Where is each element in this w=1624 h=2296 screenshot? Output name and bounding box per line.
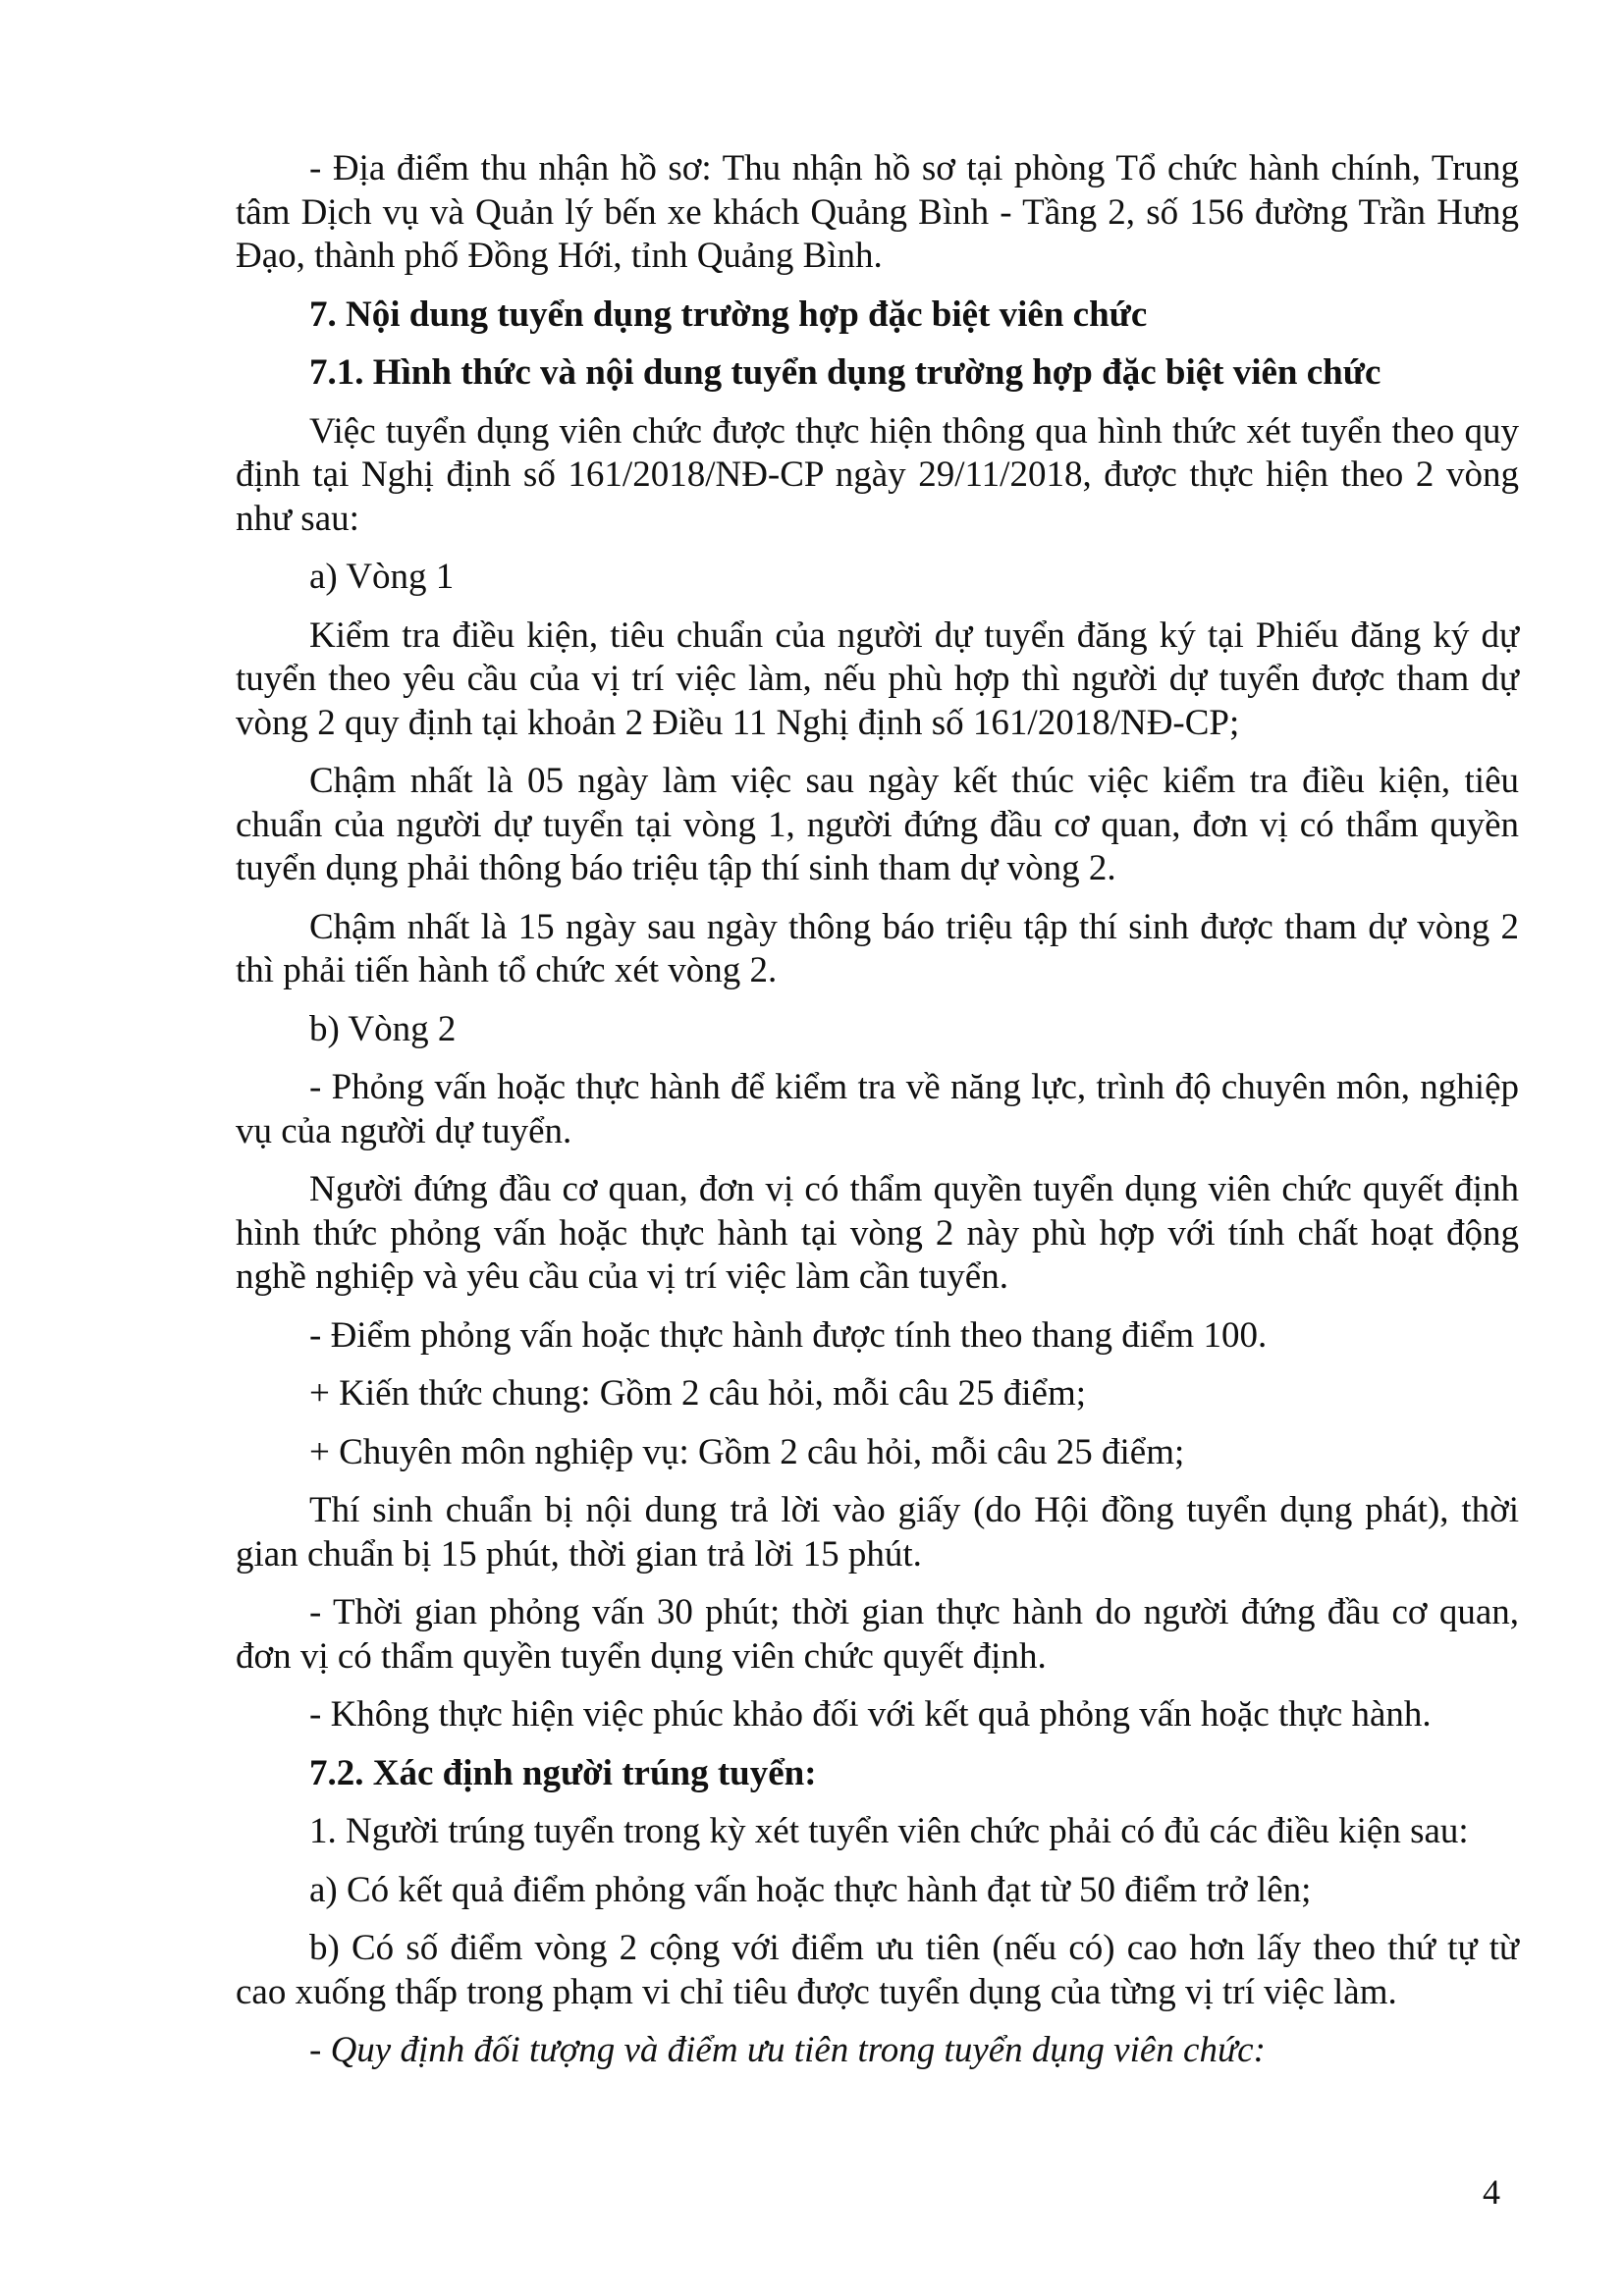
paragraph-head-decides: Người đứng đầu cơ quan, đơn vị có thẩm quyền tuyển dụng viên chức quyết định hình thức phỏng vấn hoặc thực hành tại vòng 2 này phù hợp với tính chất hoạt động nghề nghiệp và yêu cầu của vị trí việc làm cần tuyển.: [236, 1169, 1519, 1297]
paragraph-interview-practice: - Phỏng vấn hoặc thực hành để kiểm tra về năng lực, trình độ chuyên môn, nghiệp vụ của người dự tuyển.: [236, 1067, 1519, 1151]
paragraph-condition-a: a) Có kết quả điểm phỏng vấn hoặc thực hành đạt từ 50 điểm trở lên;: [309, 1869, 1312, 1910]
heading-section-7-2: 7.2. Xác định người trúng tuyển:: [309, 1752, 817, 1793]
paragraph-condition-b: b) Có số điểm vòng 2 cộng với điểm ưu tiên (nếu có) cao hơn lấy theo thứ tự từ cao xuống thấp trong phạm vi chỉ tiêu được tuyển dụng của từng vị trí việc làm.: [236, 1928, 1519, 2012]
paragraph-round-2-deadline: Chậm nhất là 15 ngày sau ngày thông báo triệu tập thí sinh được tham dự vòng 2 thì phải tiến hành tổ chức xét vòng 2.: [236, 906, 1519, 990]
paragraph-round-1-deadline: Chậm nhất là 05 ngày làm việc sau ngày kết thúc việc kiểm tra điều kiện, tiêu chuẩn của người dự tuyển tại vòng 1, người đứng đầu cơ quan, đơn vị có thẩm quyền tuyển dụng phải thông báo triệu tập thí sinh tham dự vòng 2.: [236, 761, 1519, 888]
paragraph-recruitment-method: Việc tuyển dụng viên chức được thực hiện thông qua hình thức xét tuyển theo quy định tại Nghị định số 161/2018/NĐ-CP ngày 29/11/2018, được thực hiện theo 2 vòng như sau:: [236, 410, 1519, 539]
paragraph-round-1-label: a) Vòng 1: [309, 557, 455, 597]
heading-section-7-1: 7.1. Hình thức và nội dung tuyển dụng trường hợp đặc biệt viên chức: [309, 352, 1381, 393]
paragraph-professional-skills: + Chuyên môn nghiệp vụ: Gồm 2 câu hỏi, mỗi câu 25 điểm;: [309, 1431, 1185, 1472]
paragraph-answer-prep: Thí sinh chuẩn bị nội dung trả lời vào giấy (do Hội đồng tuyển dụng phát), thời gian chuẩn bị 15 phút, thời gian trả lời 15 phút.: [236, 1490, 1519, 1575]
paragraph-winner-conditions: 1. Người trúng tuyển trong kỳ xét tuyển viên chức phải có đủ các điều kiện sau:: [309, 1811, 1469, 1851]
document-body: [236, 147, 1519, 2088]
heading-section-7: 7. Nội dung tuyển dụng trường hợp đặc biệt viên chức: [309, 294, 1148, 335]
paragraph-general-knowledge: + Kiến thức chung: Gồm 2 câu hỏi, mỗi câu 25 điểm;: [309, 1373, 1087, 1414]
paragraph-round-1-check: Kiểm tra điều kiện, tiêu chuẩn của người dự tuyển đăng ký tại Phiếu đăng ký dự tuyển theo yêu cầu của vị trí việc làm, nếu phù hợp thì người dự tuyển được tham dự vòng 2 quy định tại khoản 2 Điều 11 Nghị định số 161/2018/NĐ-CP;: [236, 614, 1519, 743]
paragraph-priority-rules: - Quy định đối tượng và điểm ưu tiên trong tuyển dụng viên chức:: [309, 2030, 1266, 2070]
paragraph-interview-duration: - Thời gian phỏng vấn 30 phút; thời gian thực hành do người đứng đầu cơ quan, đơn vị có thẩm quyền tuyển dụng viên chức quyết định.: [236, 1592, 1519, 1677]
page-number: 4: [1483, 2172, 1500, 2212]
paragraph-application-location: - Địa điểm thu nhận hồ sơ: Thu nhận hồ sơ tại phòng Tổ chức hành chính, Trung tâm Dịch vụ và Quản lý bến xe khách Quảng Bình - Tầng 2, số 156 đường Trần Hưng Đạo, thành phố Đồng Hới, tỉnh Quảng Bình.: [236, 148, 1519, 276]
paragraph-round-2-label: b) Vòng 2: [309, 1008, 457, 1049]
paragraph-score-scale: - Điểm phỏng vấn hoặc thực hành được tính theo thang điểm 100.: [309, 1314, 1268, 1356]
paragraph-no-review: - Không thực hiện việc phúc khảo đối với kết quả phỏng vấn hoặc thực hành.: [309, 1694, 1432, 1735]
